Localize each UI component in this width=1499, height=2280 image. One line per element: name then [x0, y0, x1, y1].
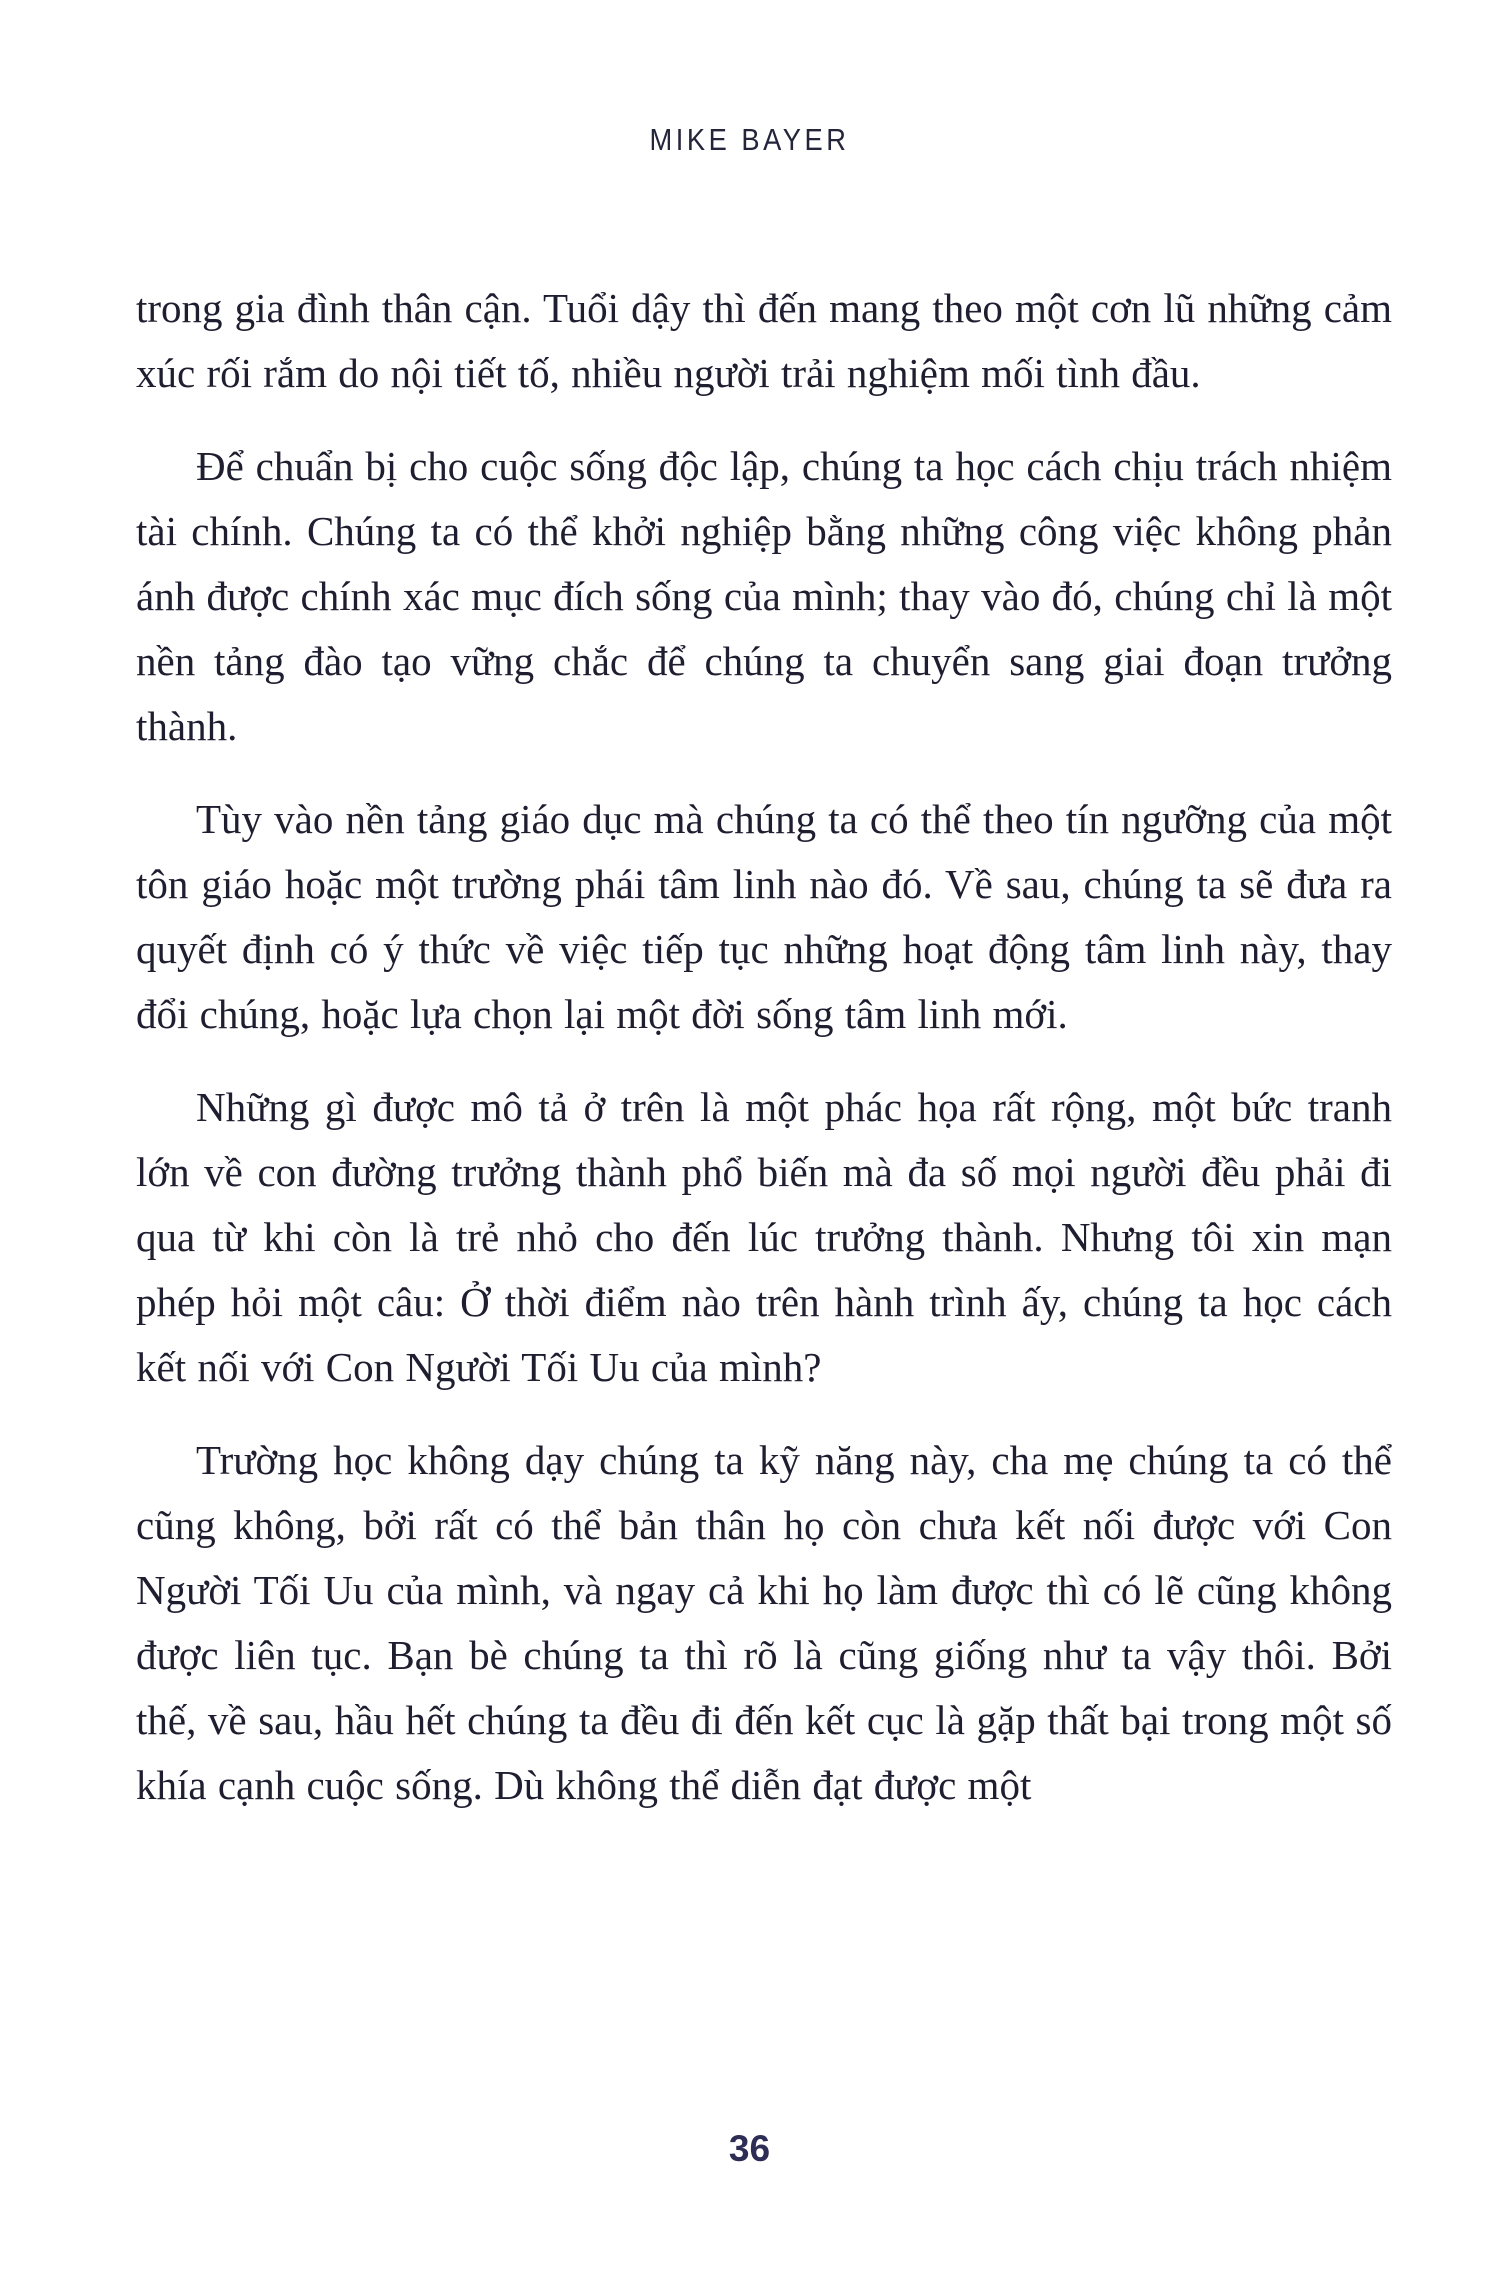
- paragraph: Trường học không dạy chúng ta kỹ năng này, cha mẹ chúng ta có thể cũng không, bởi rất có thể bản thân họ còn chưa kết nối được với Con Người Tối Uu của mình, và ngay cả khi họ làm được thì có lẽ cũng không được liên tục. Bạn bè chúng ta thì rõ là cũng giống như ta vậy thôi. Bởi thế, về sau, hầu hết chúng ta đều đi đến kết cục là gặp thất bại trong một số khía cạnh cuộc sống. Dù không thể diễn đạt được một: [136, 1437, 1392, 1808]
- paragraph: Để chuẩn bị cho cuộc sống độc lập, chúng ta học cách chịu trách nhiệm tài chính. Chúng ta có thể khởi nghiệp bằng những công việc không phản ánh được chính xác mục đích sống của mình; thay vào đó, chúng chỉ là một nền tảng đào tạo vững chắc để chúng ta chuyển sang giai đoạn trưởng thành.: [136, 443, 1392, 749]
- page-number: 36: [728, 2128, 771, 2169]
- running-head: MIKE BAYER: [649, 122, 850, 157]
- page-body-text: [136, 276, 1392, 1846]
- paragraph: trong gia đình thân cận. Tuổi dậy thì đến mang theo một cơn lũ những cảm xúc rối rắm do nội tiết tố, nhiều người trải nghiệm mối tình đầu.: [136, 285, 1392, 396]
- paragraph: Tùy vào nền tảng giáo dục mà chúng ta có thể theo tín ngưỡng của một tôn giáo hoặc một trường phái tâm linh nào đó. Về sau, chúng ta sẽ đưa ra quyết định có ý thức về việc tiếp tục những hoạt động tâm linh này, thay đổi chúng, hoặc lựa chọn lại một đời sống tâm linh mới.: [136, 796, 1392, 1037]
- paragraph: Những gì được mô tả ở trên là một phác họa rất rộng, một bức tranh lớn về con đường trưởng thành phổ biến mà đa số mọi người đều phải đi qua từ khi còn là trẻ nhỏ cho đến lúc trưởng thành. Nhưng tôi xin mạn phép hỏi một câu: Ở thời điểm nào trên hành trình ấy, chúng ta học cách kết nối với Con Người Tối Uu của mình?: [136, 1084, 1392, 1390]
